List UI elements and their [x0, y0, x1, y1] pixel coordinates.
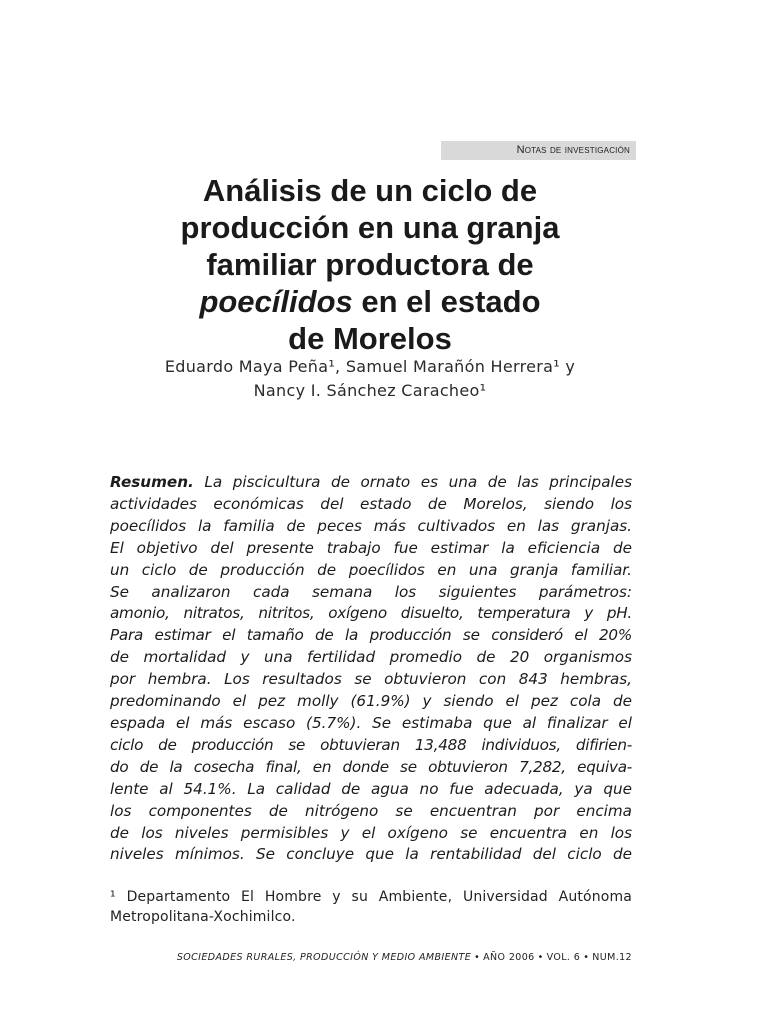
- footer-separator: •: [474, 952, 481, 963]
- abstract-line: [110, 472, 632, 494]
- abstract-line: Se analizaron cada semana los siguientes parámetros:: [110, 582, 632, 601]
- abstract-line-text: La piscicultura de ornato es una de las principales: [193, 473, 632, 491]
- abstract-line: ciclo de producción se obtuvieran 13,488 individuos, difirien-: [110, 735, 632, 754]
- title-line-1: Análisis de un ciclo de: [202, 173, 538, 208]
- footer-separator: •: [583, 952, 590, 963]
- abstract-line: de mortalidad y una fertilidad promedio de 20 organismos: [110, 648, 632, 667]
- title-line-4-rest: en el estado: [352, 284, 541, 319]
- page-footer: [150, 951, 632, 965]
- abstract-line: un ciclo de producción de poecílidos en una granja familiar.: [110, 560, 632, 579]
- abstract-line: predominando el pez molly (61.9%) y siendo el pez cola de: [110, 692, 632, 711]
- abstract-line: Para estimar el tamaño de la producción se consideró el 20%: [110, 626, 632, 645]
- abstract-label: Resumen.: [110, 473, 194, 491]
- abstract-line: de los niveles permisibles y el oxígeno se encuentra en los: [110, 823, 632, 842]
- abstract-line: El objetivo del presente trabajo fue estimar la eficiencia de: [110, 538, 632, 557]
- abstract: [110, 472, 632, 866]
- title-line-2: producción en una granja: [180, 210, 560, 245]
- abstract-line: lente al 54.1%. La calidad de agua no fue adecuada, ya que: [110, 779, 632, 798]
- abstract-line: niveles mínimos. Se concluye que la rentabilidad del ciclo de: [110, 845, 632, 864]
- abstract-line: por hembra. Los resultados se obtuvieron con 843 hembras,: [110, 670, 632, 689]
- footer-separator: •: [537, 952, 544, 963]
- authors-line-2: Nancy I. Sánchez Caracheo¹: [253, 381, 487, 400]
- abstract-line: do de la cosecha final, en donde se obtuvieron 7,282, equiva-: [110, 757, 632, 776]
- footer-journal: SOCIEDADES RURALES, PRODUCCIÓN Y MEDIO AMBIENTE: [176, 952, 472, 963]
- abstract-line: espada el más escaso (5.7%). Se estimaba que al finalizar el: [110, 713, 632, 732]
- abstract-line: poecílidos la familia de peces más cultivados en las granjas.: [110, 516, 632, 535]
- affiliation-footnote: [110, 887, 632, 927]
- abstract-line: amonio, nitratos, nitritos, oxígeno disuelto, temperatura y pH.: [110, 604, 632, 623]
- author-list: [100, 355, 640, 403]
- footnote-line-2: Metropolitana-Xochimilco.: [110, 909, 296, 925]
- abstract-line: actividades económicas del estado de Morelos, siendo los: [110, 494, 632, 513]
- title-line-4: [100, 283, 640, 320]
- title-italic-term: poecílidos: [199, 284, 353, 319]
- section-tag: Notas de investigación: [441, 141, 636, 160]
- footer-volume: VOL. 6: [546, 952, 581, 963]
- title-line-3: familiar productora de: [206, 247, 534, 282]
- authors-line-1: Eduardo Maya Peña¹, Samuel Marañón Herrera¹ y: [164, 357, 576, 376]
- footer-year: AÑO 2006: [483, 952, 535, 963]
- article-title: [100, 172, 640, 357]
- abstract-line: los componentes de nitrógeno se encuentran por encima: [110, 801, 632, 820]
- title-line-5: de Morelos: [288, 321, 452, 356]
- footnote-line-1: ¹ Departamento El Hombre y su Ambiente, Universidad Autónoma: [110, 889, 632, 905]
- footer-number: NUM.12: [592, 952, 632, 963]
